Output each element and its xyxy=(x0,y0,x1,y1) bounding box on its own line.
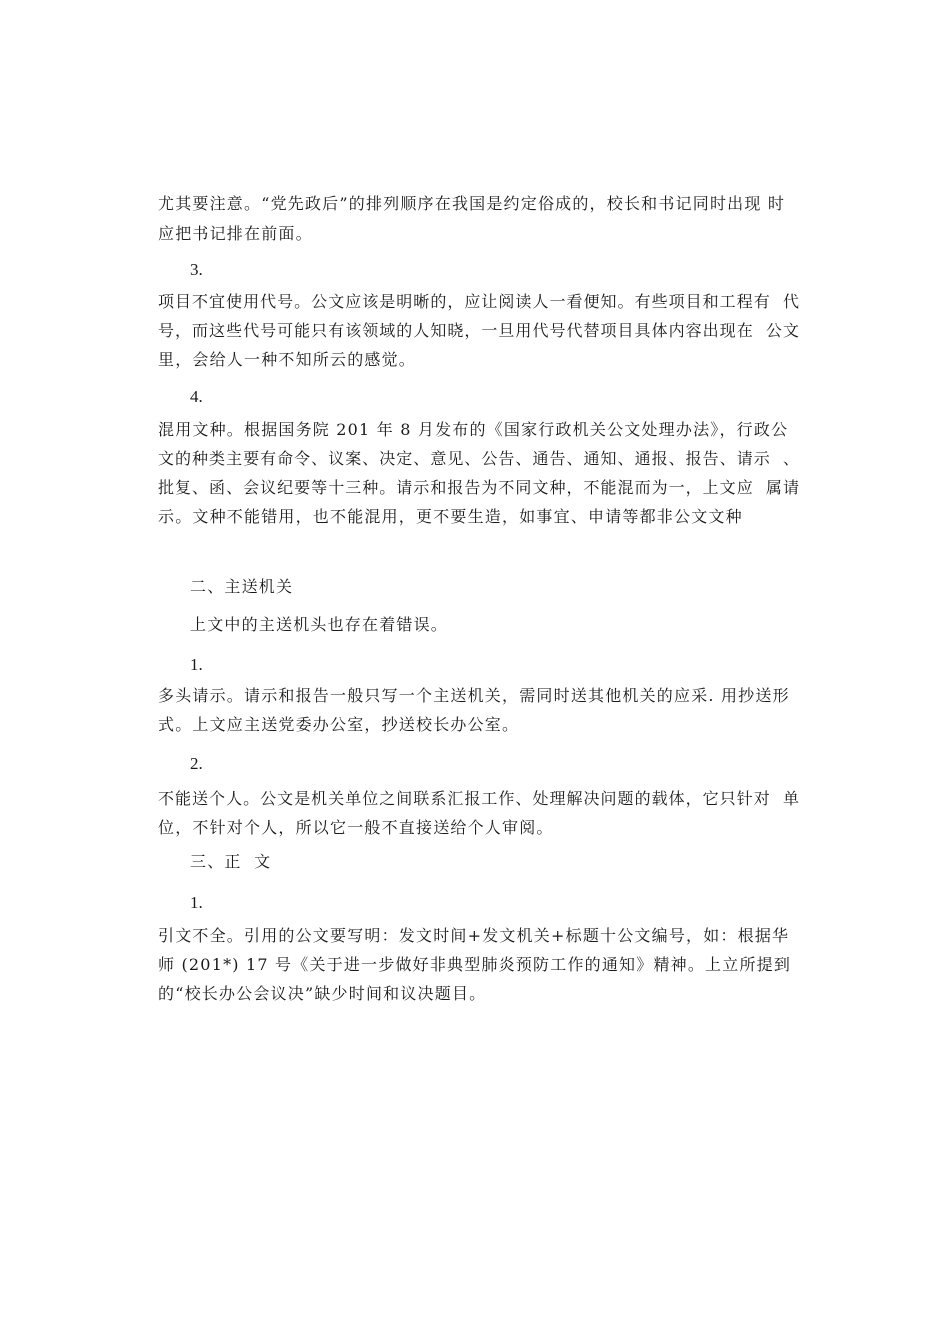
paragraph-line: 里，会给人一种不知所云的感觉。 xyxy=(158,350,417,369)
paragraph-line: 多头请示。请示和报告一般只写一个主送机关，需同时送其他机关的应采. 用抄送形 xyxy=(158,686,790,705)
item-number: 4. xyxy=(190,387,203,406)
paragraph-line: 引文不全。引用的公文要写明：发文时间+发文机关+标题十公文编号，如：根据华 xyxy=(158,926,790,945)
paragraph-line: 位，不针对个人，所以它一般不直接送给个人审阅。 xyxy=(158,818,554,837)
item-number: 1. xyxy=(190,655,203,674)
paragraph-line: 师 (201*) 17 号《关于进一步做好非典型肺炎预防工作的通知》精神。上立所提到 xyxy=(158,955,792,974)
paragraph-line: 不能送个人。公文是机关单位之间联系汇报工作、处理解决问题的载体，它只针对 单 xyxy=(158,789,800,808)
paragraph-line: 尤其要注意。“党先政后”的排列顺序在我国是约定俗成的，校长和书记同时出现 时 xyxy=(158,194,786,213)
paragraph-line: 示。文种不能错用，也不能混用，更不要生造，如事宜、申请等都非公文文种 xyxy=(158,507,743,526)
item-number: 2. xyxy=(190,754,203,773)
section-heading: 二、主送机关 xyxy=(190,577,294,596)
paragraph-line: 号，而这些代号可能只有该领域的人知晓，一旦用代号代替项目具体内容出现在 公文 xyxy=(158,321,800,340)
paragraph-line: 上文中的主送机头也存在着错误。 xyxy=(190,615,449,634)
paragraph-line: 批复、函、会议纪要等十三种。请示和报告为不同文种，不能混而为一，上文应 属请 xyxy=(158,478,800,497)
section-heading: 三、正 文 xyxy=(190,852,272,871)
paragraph-line: 式。上文应主送党委办公室，抄送校长办公室。 xyxy=(158,715,520,734)
paragraph-line: 的“校长办公会议决”缺少时间和议决题目。 xyxy=(158,984,487,1003)
item-number: 1. xyxy=(190,893,203,912)
paragraph-line: 应把书记排在前面。 xyxy=(158,224,313,243)
item-number: 3. xyxy=(190,260,203,279)
paragraph-line: 项目不宜使用代号。公文应该是明晰的，应让阅读人一看便知。有些项目和工程有 代 xyxy=(158,292,800,311)
paragraph-line: 混用文种。根据国务院 201 年 8 月发布的《国家行政机关公文处理办法》，行政公 xyxy=(158,420,789,439)
paragraph-line: 文的种类主要有命令、议案、决定、意见、公告、通告、通知、通报、报告、请示 、 xyxy=(158,449,800,468)
